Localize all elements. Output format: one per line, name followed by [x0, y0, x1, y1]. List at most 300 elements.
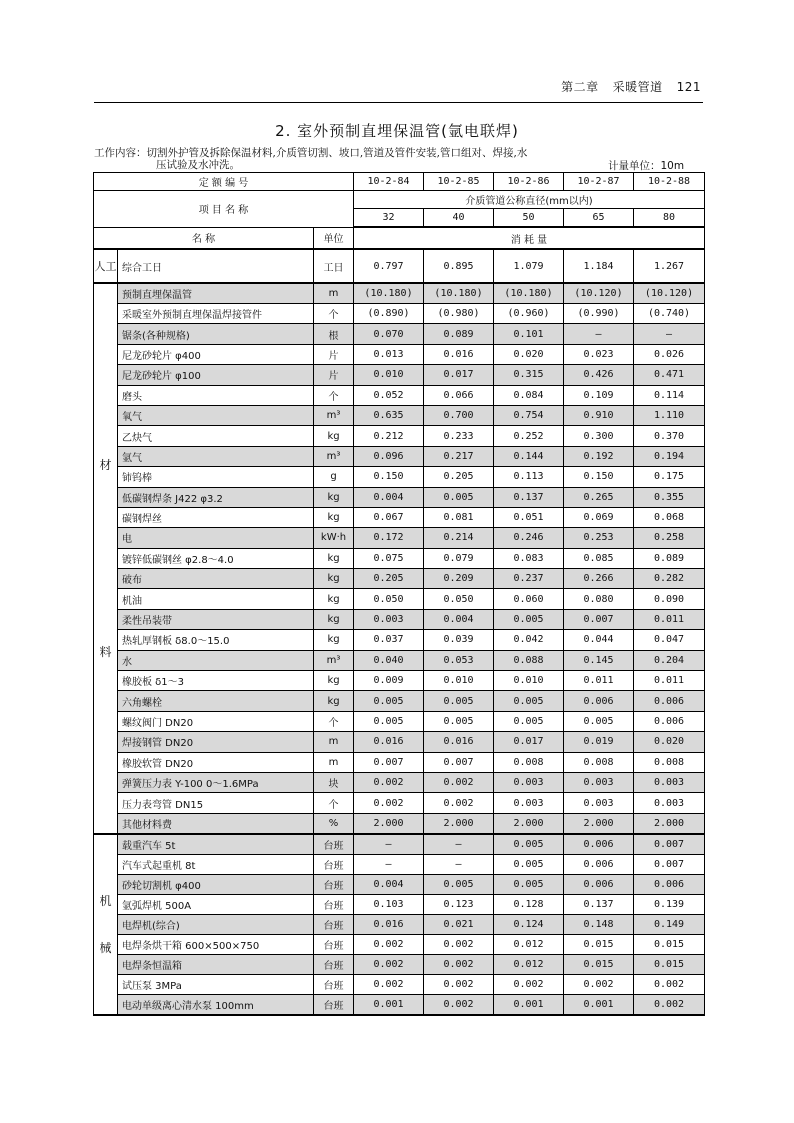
diameter: 32 — [354, 209, 424, 228]
item-value: 0.037 — [354, 630, 424, 650]
item-value: 0.070 — [354, 324, 424, 344]
item-unit: 台班 — [314, 914, 354, 934]
material-row — [94, 589, 705, 609]
diameter: 65 — [564, 209, 634, 228]
item-value: 0.083 — [494, 548, 564, 568]
item-value: 0.148 — [564, 914, 634, 934]
labor-value: 0.797 — [354, 249, 424, 283]
machinery-row — [94, 954, 705, 974]
item-name: 电 — [118, 528, 314, 548]
material-row — [94, 691, 705, 711]
item-value: 0.019 — [564, 732, 634, 752]
item-name: 破布 — [118, 569, 314, 589]
item-name: 氩气 — [118, 446, 314, 466]
item-value: 2.000 — [564, 813, 634, 834]
item-value: — — [634, 324, 705, 344]
item-value: 0.265 — [564, 487, 634, 507]
item-value: 0.011 — [634, 609, 705, 629]
item-name: 螺纹阀门 DN20 — [118, 711, 314, 731]
item-value: 0.005 — [424, 874, 494, 894]
item-value: 0.300 — [564, 426, 634, 446]
item-value: 0.005 — [564, 711, 634, 731]
item-unit: kg — [314, 589, 354, 609]
item-value: 0.137 — [564, 894, 634, 914]
item-value: 0.205 — [424, 467, 494, 487]
item-value: 0.150 — [564, 467, 634, 487]
item-value: 0.214 — [424, 528, 494, 548]
item-value: 0.194 — [634, 446, 705, 466]
item-value: 0.005 — [494, 834, 564, 855]
item-value: 0.002 — [564, 974, 634, 994]
item-unit: m³ — [314, 446, 354, 466]
item-value: 0.012 — [494, 954, 564, 974]
item-value: 0.023 — [564, 344, 634, 364]
material-row — [94, 283, 705, 304]
item-value: 0.002 — [354, 793, 424, 813]
item-unit: 片 — [314, 344, 354, 364]
item-name: 热轧厚钢板 δ8.0～15.0 — [118, 630, 314, 650]
item-value: 0.144 — [494, 446, 564, 466]
item-value: 0.145 — [564, 650, 634, 670]
group-char: 材 — [99, 458, 112, 473]
item-unit: g — [314, 467, 354, 487]
item-unit: 台班 — [314, 874, 354, 894]
item-value: 0.002 — [354, 974, 424, 994]
item-value: 0.003 — [354, 609, 424, 629]
item-name: 尼龙砂轮片 φ100 — [118, 365, 314, 385]
item-value: 2.000 — [634, 813, 705, 834]
item-value: (0.890) — [354, 304, 424, 324]
item-unit: kg — [314, 691, 354, 711]
item-value: 0.258 — [634, 528, 705, 548]
labor-name: 综合工日 — [118, 249, 314, 283]
item-value: — — [564, 324, 634, 344]
item-name: 汽车式起重机 8t — [118, 854, 314, 874]
item-value: 0.007 — [424, 752, 494, 772]
item-name: 砂轮切割机 φ400 — [118, 874, 314, 894]
item-value: 0.233 — [424, 426, 494, 446]
item-name: 电动单级离心清水泵 100mm — [118, 994, 314, 1015]
item-value: 0.005 — [494, 609, 564, 629]
quota-code-row — [94, 173, 705, 191]
item-value: 0.010 — [424, 671, 494, 691]
labor-row — [94, 249, 705, 283]
machinery-row — [94, 914, 705, 934]
item-unit: kg — [314, 548, 354, 568]
item-value: 0.079 — [424, 548, 494, 568]
quota-code: 10-2-88 — [634, 173, 705, 191]
item-value: 0.002 — [354, 772, 424, 792]
item-value: 0.192 — [564, 446, 634, 466]
labor-value: 1.267 — [634, 249, 705, 283]
item-name: 试压泵 3MPa — [118, 974, 314, 994]
machinery-row — [94, 974, 705, 994]
material-row — [94, 732, 705, 752]
item-name: 柔性吊装带 — [118, 609, 314, 629]
item-unit: 台班 — [314, 994, 354, 1015]
item-value: 0.090 — [634, 589, 705, 609]
item-value: 0.003 — [494, 793, 564, 813]
diameter: 40 — [424, 209, 494, 228]
item-value: 0.044 — [564, 630, 634, 650]
item-value: 0.114 — [634, 385, 705, 405]
material-row — [94, 650, 705, 670]
item-value: 0.001 — [494, 994, 564, 1015]
item-value: 0.068 — [634, 507, 705, 527]
item-value: 0.040 — [354, 650, 424, 670]
item-value: 0.205 — [354, 569, 424, 589]
item-value: 0.015 — [634, 934, 705, 954]
material-row — [94, 467, 705, 487]
item-unit: 个 — [314, 304, 354, 324]
item-name: 橡胶软管 DN20 — [118, 752, 314, 772]
item-value: 0.005 — [354, 691, 424, 711]
item-value: — — [354, 834, 424, 855]
item-unit: kg — [314, 426, 354, 446]
item-name: 氧气 — [118, 405, 314, 425]
item-value: 0.004 — [424, 609, 494, 629]
item-unit: 个 — [314, 793, 354, 813]
item-value: 0.006 — [634, 874, 705, 894]
item-value: 0.355 — [634, 487, 705, 507]
item-value: (10.180) — [494, 283, 564, 304]
item-value: 0.010 — [494, 671, 564, 691]
item-value: 0.101 — [494, 324, 564, 344]
item-value: 0.002 — [634, 994, 705, 1015]
item-name: 其他材料费 — [118, 813, 314, 834]
quota-code: 10-2-84 — [354, 173, 424, 191]
item-value: 0.015 — [564, 934, 634, 954]
item-value: 0.003 — [494, 772, 564, 792]
labor-value: 1.079 — [494, 249, 564, 283]
item-value: (10.120) — [634, 283, 705, 304]
item-value: 0.017 — [494, 732, 564, 752]
item-unit: m — [314, 732, 354, 752]
material-row — [94, 304, 705, 324]
quota-code: 10-2-85 — [424, 173, 494, 191]
item-value: 0.003 — [564, 793, 634, 813]
item-value: 0.011 — [564, 671, 634, 691]
item-value: 0.050 — [424, 589, 494, 609]
item-name: 预制直埋保温管 — [118, 283, 314, 304]
item-unit: 台班 — [314, 854, 354, 874]
item-unit: kg — [314, 507, 354, 527]
quota-code: 10-2-86 — [494, 173, 564, 191]
item-value: 0.006 — [564, 834, 634, 855]
item-value: 0.080 — [564, 589, 634, 609]
quota-label: 定 额 编 号 — [94, 173, 354, 191]
item-value: 0.315 — [494, 365, 564, 385]
column-header-row — [94, 227, 705, 249]
item-value: 0.123 — [424, 894, 494, 914]
machinery-group-label — [94, 834, 118, 1015]
item-value: 0.002 — [424, 954, 494, 974]
item-value: 0.005 — [424, 691, 494, 711]
item-value: 0.007 — [634, 834, 705, 855]
item-value: 0.052 — [354, 385, 424, 405]
quota-code: 10-2-87 — [564, 173, 634, 191]
item-value: 0.001 — [564, 994, 634, 1015]
item-value: 0.209 — [424, 569, 494, 589]
item-name: 弹簧压力表 Y-100 0～1.6MPa — [118, 772, 314, 792]
item-value: 0.020 — [494, 344, 564, 364]
item-name: 载重汽车 5t — [118, 834, 314, 855]
item-value: 0.002 — [354, 934, 424, 954]
item-unit: 台班 — [314, 894, 354, 914]
item-value: 2.000 — [494, 813, 564, 834]
material-row — [94, 772, 705, 792]
item-unit: m — [314, 752, 354, 772]
item-value: 2.000 — [354, 813, 424, 834]
item-value: 0.002 — [424, 772, 494, 792]
item-value: 0.003 — [634, 772, 705, 792]
material-row — [94, 446, 705, 466]
item-value: 0.004 — [354, 487, 424, 507]
item-name: 低碳钢焊条 J422 φ3.2 — [118, 487, 314, 507]
item-value: 0.084 — [494, 385, 564, 405]
item-value: 0.051 — [494, 507, 564, 527]
item-value: 0.005 — [494, 711, 564, 731]
item-value: 0.700 — [424, 405, 494, 425]
item-value: 0.016 — [354, 732, 424, 752]
running-head — [547, 78, 701, 95]
item-value: 0.005 — [354, 711, 424, 731]
item-value: 0.008 — [494, 752, 564, 772]
material-row — [94, 426, 705, 446]
item-name: 铈钨棒 — [118, 467, 314, 487]
item-unit: 台班 — [314, 934, 354, 954]
item-value: 0.237 — [494, 569, 564, 589]
item-name: 碳钢焊丝 — [118, 507, 314, 527]
item-unit: 台班 — [314, 974, 354, 994]
item-value: 0.069 — [564, 507, 634, 527]
item-value: (0.960) — [494, 304, 564, 324]
item-unit: 片 — [314, 365, 354, 385]
item-value: 0.006 — [564, 691, 634, 711]
item-value: 1.110 — [634, 405, 705, 425]
diameter: 50 — [494, 209, 564, 228]
item-value: 0.011 — [634, 671, 705, 691]
item-name: 电焊机(综合) — [118, 914, 314, 934]
item-value: (0.990) — [564, 304, 634, 324]
machinery-row — [94, 894, 705, 914]
item-name: 锯条(各种规格) — [118, 324, 314, 344]
item-value: 0.150 — [354, 467, 424, 487]
material-row — [94, 405, 705, 425]
item-value: (0.980) — [424, 304, 494, 324]
item-value: 0.002 — [424, 994, 494, 1015]
item-value: 0.039 — [424, 630, 494, 650]
item-value: 0.910 — [564, 405, 634, 425]
item-value: — — [424, 854, 494, 874]
item-unit: kg — [314, 569, 354, 589]
item-value: 0.149 — [634, 914, 705, 934]
work-content-line2: 压试验及水冲洗。 — [156, 159, 240, 171]
item-unit: m³ — [314, 405, 354, 425]
item-value: 0.009 — [354, 671, 424, 691]
item-value: 0.266 — [564, 569, 634, 589]
item-value: 0.085 — [564, 548, 634, 568]
consumption-header: 消 耗 量 — [354, 227, 705, 249]
item-unit: 个 — [314, 385, 354, 405]
item-value: 0.006 — [564, 874, 634, 894]
page-header — [94, 72, 703, 103]
item-value: 0.252 — [494, 426, 564, 446]
item-value: 0.026 — [634, 344, 705, 364]
item-value: 0.426 — [564, 365, 634, 385]
material-row — [94, 813, 705, 834]
item-name: 采暖室外预制直埋保温焊接管件 — [118, 304, 314, 324]
item-value: 0.001 — [354, 994, 424, 1015]
item-value: 0.015 — [564, 954, 634, 974]
chapter-label: 第二章 — [561, 80, 599, 94]
work-content-line1: 切割外护管及拆除保温材料,介质管切割、坡口,管道及管件安装,管口组对、焊接,水 — [146, 147, 528, 159]
item-value: — — [354, 854, 424, 874]
material-row — [94, 609, 705, 629]
item-value: 0.002 — [634, 974, 705, 994]
item-value: 0.053 — [424, 650, 494, 670]
item-value: 0.217 — [424, 446, 494, 466]
item-unit: kW·h — [314, 528, 354, 548]
item-value: 0.067 — [354, 507, 424, 527]
item-value: 0.005 — [494, 854, 564, 874]
item-name: 橡胶板 δ1～3 — [118, 671, 314, 691]
item-unit: 台班 — [314, 954, 354, 974]
item-value: 0.212 — [354, 426, 424, 446]
item-value: 2.000 — [424, 813, 494, 834]
spec-label: 介质管道公称直径(mm以内) — [354, 191, 705, 209]
item-name: 水 — [118, 650, 314, 670]
item-value: 0.246 — [494, 528, 564, 548]
item-unit: % — [314, 813, 354, 834]
item-value: 0.021 — [424, 914, 494, 934]
item-name: 乙炔气 — [118, 426, 314, 446]
item-value: 0.002 — [494, 974, 564, 994]
item-value: 0.113 — [494, 467, 564, 487]
item-value: 0.002 — [354, 954, 424, 974]
item-value: 0.004 — [354, 874, 424, 894]
item-value: 0.042 — [494, 630, 564, 650]
item-value: (10.180) — [354, 283, 424, 304]
item-unit: 根 — [314, 324, 354, 344]
item-value: 0.016 — [424, 732, 494, 752]
item-unit: 块 — [314, 772, 354, 792]
section-title: 2. 室外预制直埋保温管(氩电联焊) — [275, 122, 519, 140]
item-value: 0.066 — [424, 385, 494, 405]
group-char: 械 — [99, 941, 112, 956]
item-unit: m³ — [314, 650, 354, 670]
item-value: 0.015 — [634, 954, 705, 974]
item-unit: kg — [314, 630, 354, 650]
material-row — [94, 385, 705, 405]
item-value: 0.089 — [424, 324, 494, 344]
item-value: 0.007 — [354, 752, 424, 772]
material-row — [94, 365, 705, 385]
item-value: 0.172 — [354, 528, 424, 548]
item-value: 0.003 — [634, 793, 705, 813]
material-row — [94, 324, 705, 344]
item-value: (0.740) — [634, 304, 705, 324]
item-value: 0.005 — [494, 691, 564, 711]
quota-table — [93, 172, 705, 1016]
item-value: 0.020 — [634, 732, 705, 752]
group-char: 机 — [99, 894, 112, 909]
item-value: 0.282 — [634, 569, 705, 589]
item-value: 0.016 — [354, 914, 424, 934]
item-value: 0.047 — [634, 630, 705, 650]
item-value: 0.008 — [634, 752, 705, 772]
item-value: 0.137 — [494, 487, 564, 507]
material-row — [94, 569, 705, 589]
item-value: 0.005 — [494, 874, 564, 894]
item-name: 氩弧焊机 500A — [118, 894, 314, 914]
labor-value: 0.895 — [424, 249, 494, 283]
item-name: 磨头 — [118, 385, 314, 405]
item-value: 0.002 — [424, 934, 494, 954]
item-value: 0.471 — [634, 365, 705, 385]
material-row — [94, 528, 705, 548]
material-row — [94, 548, 705, 568]
item-unit: kg — [314, 671, 354, 691]
item-value: 0.013 — [354, 344, 424, 364]
item-value: 0.075 — [354, 548, 424, 568]
item-value: 0.088 — [494, 650, 564, 670]
materials-group-label — [94, 283, 118, 834]
material-row — [94, 507, 705, 527]
item-unit: m — [314, 283, 354, 304]
item-value: 0.050 — [354, 589, 424, 609]
machinery-row — [94, 994, 705, 1015]
item-name: 电焊条烘干箱 600×500×750 — [118, 934, 314, 954]
item-value: 0.005 — [424, 711, 494, 731]
item-value: 0.007 — [564, 609, 634, 629]
item-value: 0.635 — [354, 405, 424, 425]
unit-column-header: 单位 — [314, 227, 354, 249]
work-content — [94, 147, 654, 171]
item-name: 电焊条恒温箱 — [118, 954, 314, 974]
machinery-row — [94, 834, 705, 855]
item-value: 0.081 — [424, 507, 494, 527]
labor-group: 人工 — [94, 249, 118, 283]
item-value: 0.006 — [634, 711, 705, 731]
labor-unit: 工日 — [314, 249, 354, 283]
machinery-row — [94, 934, 705, 954]
item-name: 机油 — [118, 589, 314, 609]
item-value: 0.017 — [424, 365, 494, 385]
item-value: 0.012 — [494, 934, 564, 954]
item-value: 0.005 — [424, 487, 494, 507]
material-row — [94, 671, 705, 691]
item-value: 0.109 — [564, 385, 634, 405]
machinery-row — [94, 854, 705, 874]
item-name: 镀锌低碳钢丝 φ2.8～4.0 — [118, 548, 314, 568]
item-value: 0.175 — [634, 467, 705, 487]
group-char: 料 — [99, 645, 112, 660]
item-value: 0.096 — [354, 446, 424, 466]
item-name: 六角螺栓 — [118, 691, 314, 711]
item-value: 0.003 — [564, 772, 634, 792]
item-value: 0.139 — [634, 894, 705, 914]
measurement-unit: 计量单位：10m — [608, 160, 685, 172]
diameter: 80 — [634, 209, 705, 228]
item-value: 0.002 — [424, 974, 494, 994]
section-label: 采暖管道 — [612, 80, 663, 94]
item-value: 0.204 — [634, 650, 705, 670]
material-row — [94, 344, 705, 364]
item-value: 0.089 — [634, 548, 705, 568]
item-value: 0.002 — [424, 793, 494, 813]
material-row — [94, 630, 705, 650]
